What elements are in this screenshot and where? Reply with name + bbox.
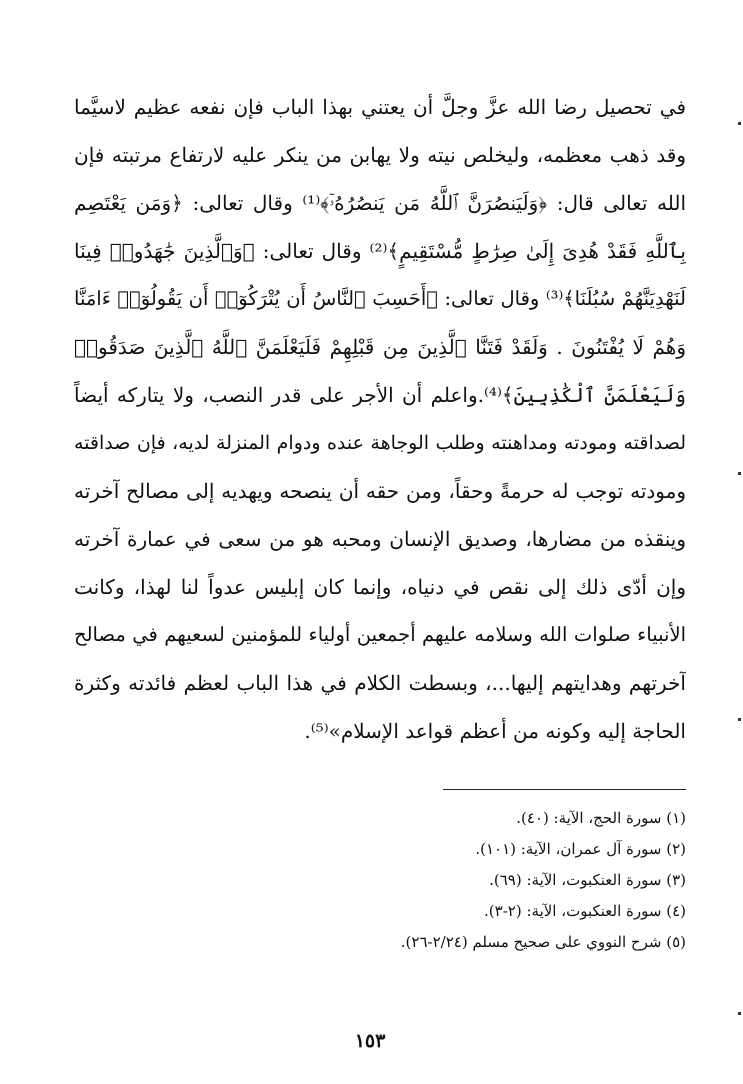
main-text <box>74 83 686 755</box>
footnote: (٢) سورة آل عمران، الآية: (١٠١). <box>475 840 686 858</box>
text-line: ومودته توجب له حرمةً وحقاً، ومن حقه أن ينصحه ويهديه إلى مصالح آخرته <box>74 479 686 503</box>
footnote: (٤) سورة العنكبوت، الآية: (٢-٣). <box>484 902 686 920</box>
text-line: بِٱللَّهِ فَقَدْ هُدِىَ إِلَىٰ صِرَٰطٍ مُّسْتَقِيمٍ﴾⁽²⁾ وقال تعالى: ﴿وَٱلَّذِينَ جَٰهَدُوا۟ فِينَا <box>74 239 686 263</box>
scan-speck <box>738 1012 741 1015</box>
text-line: وإن أدّى ذلك إلى نقص في دنياه، وإنما كان إبليس عدواً لنا لهذا، وكانت <box>74 575 686 599</box>
text-line: الحاجة إليه وكونه من أعظم قواعد الإسلام»⁽⁵⁾. <box>304 719 686 743</box>
footnote-separator <box>443 789 686 790</box>
text-line: لَنَهْدِيَنَّهُمْ سُبُلَنَا﴾⁽³⁾ وقال تعالى: ﴿أَحَسِبَ ٱلنَّاسُ أَن يُتْرَكُوٓا۟ أَن يَقُولُوٓا۟ ءَامَنَّا <box>74 287 686 310</box>
scan-speck <box>738 718 741 721</box>
text-line: وقد ذهب معظمه، وليخلص نيته ولا يهابن من ينكر عليه لارتفاع مرتبته فإن <box>74 143 686 167</box>
text-line: لصداقته ومودته ومداهنته وطلب الوجاهة عنده ودوام المنزلة لديه، فإن صداقته <box>74 432 686 454</box>
footnote: (٥) شرح النووي على صحيح مسلم (٢/٢٤-٢٦). <box>400 933 686 951</box>
text-line: في تحصيل رضا الله عزَّ وجلَّ أن يعتني بهذا الباب فإن نفعه عظيم لاسيَّما <box>74 95 686 119</box>
text-line: وينقذه من مضارها، وصديق الإنسان ومحبه هو من سعى في عمارة آخرته <box>74 527 686 551</box>
page-number: ١٥٣ <box>354 1030 386 1052</box>
text-line: الله تعالى قال: ﴿وَلَيَنصُرَنَّ ٱللَّهُ مَن يَنصُرُهُۥٓ﴾⁽¹⁾ وقال تعالى: ﴿وَمَن يَعْتَصِم <box>74 191 686 215</box>
text-line: وَهُمْ لَا يُفْتَنُونَ . وَلَقَدْ فَتَنَّا ٱلَّذِينَ مِن قَبْلِهِمْ فَلَيَعْلَمَنَّ ٱللَّهُ ٱلَّذِينَ صَدَقُوا۟ <box>74 335 686 359</box>
text-line: وَلَيَعْلَمَنَّ ٱلْكَٰذِبِينَ﴾⁽⁴⁾.واعلم أن الأجر على قدر النصب، ولا يتاركه أيضاً <box>74 383 686 407</box>
footnote: (٣) سورة العنكبوت، الآية: (٦٩). <box>489 871 686 889</box>
text-line: الأنبياء صلوات الله وسلامه عليهم أجمعين أولياء للمؤمنين لسعيهم في مصالح <box>74 623 686 646</box>
footnote: (١) سورة الحج، الآية: (٤٠). <box>516 809 686 827</box>
scan-speck <box>738 472 741 475</box>
text-line: آخرتهم وهدايتهم إليها...، وبسطت الكلام في هذا الباب لعظم فائدته وكثرة <box>74 671 686 695</box>
footnotes <box>300 803 686 958</box>
scan-speck <box>738 122 741 125</box>
